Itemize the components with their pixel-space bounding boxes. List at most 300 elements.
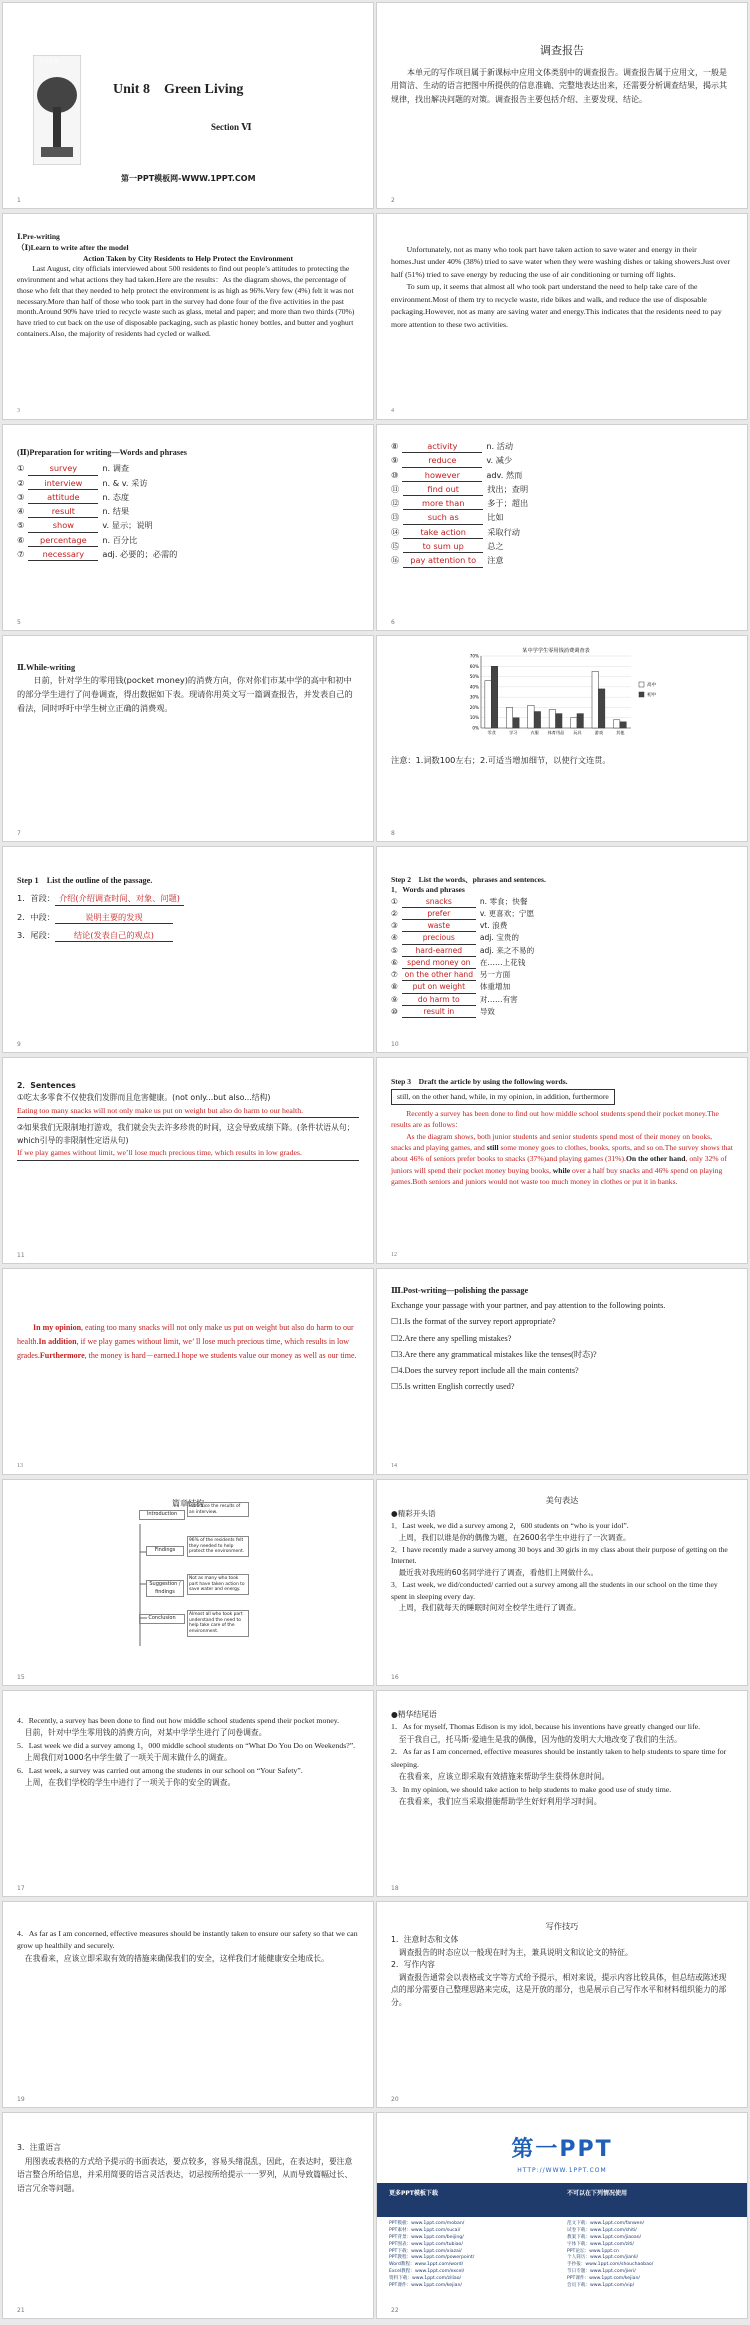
answer-word: snacks: [402, 897, 476, 908]
tip-heading: 3．注重语言: [17, 2143, 61, 2152]
page-number: 2: [391, 197, 395, 204]
x-tick-label: 零食: [487, 730, 496, 735]
item-number: ⑬: [391, 512, 400, 523]
sentence-cn: 目前，针对中学生零用钱的消费方向，对某中学学生进行了问卷调查。: [24, 1728, 267, 1738]
item-number: ②: [17, 477, 25, 488]
footer-link[interactable]: 手抄报：www.1ppt.com/shouchaobao/: [567, 2262, 654, 2268]
word-item: [17, 462, 359, 475]
sentence-prompt-2: ②如果我们无限制地打游戏，我们就会失去许多珍贵的时间，这会导致成绩下降。(条件状语从句；which引导的非限制性定语从句): [17, 1123, 355, 1145]
outline-item: [17, 929, 359, 942]
slide-12[interactable]: [376, 1057, 748, 1264]
y-tick-label: 50%: [469, 674, 479, 680]
word-item: [391, 526, 733, 539]
footer-link[interactable]: 教案下载：www.1ppt.com/jiaoan/: [567, 2234, 642, 2240]
item-meaning: 注意: [487, 555, 504, 566]
answer-word: do harm to: [402, 995, 476, 1006]
slide-2[interactable]: [376, 2, 748, 209]
page-number: 1: [17, 197, 21, 204]
item-meaning: 体重增加: [479, 982, 511, 992]
y-tick-label: 60%: [469, 663, 479, 669]
word-item: [391, 540, 733, 553]
sentence-en: 2．I have recently made a survey among 30 boys and 30 girls in my class about their purpose of getting on the Internet.: [391, 1544, 728, 1566]
item-meaning: adj. 必要的；必需的: [102, 549, 178, 560]
bar-junior: [556, 714, 562, 728]
page-number: 17: [17, 1885, 25, 1892]
page-number: 12: [391, 1252, 397, 1258]
item-meaning: vt. 浪费: [479, 921, 508, 930]
footer-link[interactable]: PPT课件：www.1ppt.com/kejian/: [567, 2276, 640, 2282]
legend-label: 高中: [647, 683, 657, 688]
footer-link[interactable]: 试卷下载：www.1ppt.com/shiti/: [567, 2227, 637, 2233]
word-item: [391, 982, 733, 993]
item-meaning: n. 调查: [102, 463, 130, 474]
outline-answer: 介绍(介绍调查时间、对象、问题): [55, 892, 184, 905]
outline-label: 3．尾段：: [17, 929, 55, 940]
word-item: [391, 946, 733, 957]
slide-10[interactable]: [376, 846, 748, 1053]
slide-21[interactable]: [2, 2112, 374, 2319]
banner-left-heading: 更多PPT模板下载: [389, 2190, 438, 2197]
item-meaning: 找出；查明: [487, 483, 529, 494]
sentence-en: 3．In my opinion, we should take action to help students to make good use of study time.: [391, 1784, 672, 1794]
item-number: ⑥: [391, 957, 398, 967]
footer-link[interactable]: PPT模板：www.1ppt.com/moban/: [389, 2221, 465, 2226]
step-heading: Step 1 List the outline of the passage.: [17, 876, 153, 885]
item-meaning: 导致: [479, 1006, 495, 1016]
answer-word: result: [28, 505, 98, 518]
checkbox-icon[interactable]: ☐: [391, 1348, 399, 1359]
footer-link[interactable]: 范文下载：www.1ppt.com/fanwen/: [567, 2221, 645, 2226]
answer-word: put on weight: [402, 982, 476, 993]
slide-title: Unit 8 Green Living: [113, 82, 244, 97]
footer-link[interactable]: PPT教程：www.1ppt.com/powerpoint/: [389, 2255, 475, 2261]
footer-link[interactable]: 节日专题：www.1ppt.com/jieri/: [567, 2269, 636, 2275]
item-number: ⑧: [391, 441, 399, 451]
answer-word: interview: [28, 477, 98, 490]
page-number: 19: [17, 2096, 25, 2103]
x-tick-label: 玩具: [573, 730, 582, 735]
word-item: [391, 554, 733, 567]
x-tick-label: 其他: [616, 730, 625, 735]
sentence-cn: 在我看来，应该立即采取有效措施来帮助学生获得休息时间。: [398, 1772, 610, 1782]
tips-list: [391, 1934, 733, 2009]
brand-logo: 第一PPT: [511, 2137, 613, 2162]
tip-text: 调查报告的时态应以一般现在时为主，兼具说明文和议论文的特征。: [398, 1947, 633, 1957]
slide-5[interactable]: [2, 424, 374, 631]
site-link[interactable]: 第一PPT模板网-WWW.1PPT.COM: [121, 174, 256, 183]
outline-list: [17, 892, 359, 942]
item-number: ⑭: [391, 526, 400, 537]
section-label: Section Ⅵ: [211, 122, 252, 132]
item-number: ④: [391, 933, 398, 943]
slide-22[interactable]: [376, 2112, 748, 2319]
answer-word: find out: [403, 483, 483, 496]
footer-link[interactable]: 资料下载：www.1ppt.com/ziliao/: [389, 2276, 462, 2282]
page-number: 8: [391, 830, 395, 837]
slide-11[interactable]: [2, 1057, 374, 1264]
answer-word: pay attention to: [403, 554, 483, 567]
structure-node-suggestion: Suggestion / findings: [146, 1580, 184, 1597]
word-item: [391, 483, 733, 496]
page-number: 18: [391, 1885, 399, 1892]
structure-note-4: Almost all who took part understand the need to help take care of the environment.: [187, 1610, 249, 1637]
item-meaning: 采取行动: [487, 526, 520, 537]
answer-word: such as: [403, 511, 483, 524]
bar-junior: [620, 722, 626, 728]
footer-link[interactable]: 会员下载：www.1ppt.com/vip/: [567, 2283, 635, 2289]
answer-word: reduce: [402, 454, 482, 467]
slide-title: 写作技巧: [545, 1921, 579, 1931]
page-number: 16: [391, 1674, 399, 1681]
word-item: [391, 497, 733, 510]
item-number: ⑤: [17, 520, 25, 531]
slide-8[interactable]: [376, 635, 748, 842]
answer-word: take action: [403, 526, 483, 539]
page-number: 3: [17, 408, 20, 414]
sentence-prompt-1: ①吃太多零食不仅使我们发胖而且危害健康。(not only...but also...结构): [17, 1093, 271, 1103]
item-number: ⑧: [391, 982, 398, 992]
slide-19[interactable]: [2, 1901, 374, 2108]
item-number: ⑥: [17, 534, 25, 545]
item-number: ①: [17, 463, 25, 474]
page-number: 5: [17, 619, 21, 626]
y-tick-label: 30%: [469, 694, 479, 700]
item-number: ⑤: [391, 945, 398, 955]
word-list: [391, 440, 733, 568]
outline-answer: 结论(发表自己的观点): [55, 929, 173, 942]
link-list-right: [567, 2221, 653, 2290]
word-item: [391, 909, 733, 920]
bar-junior: [491, 666, 497, 728]
item-number: ⑫: [391, 498, 400, 509]
item-number: ⑨: [391, 455, 399, 466]
answer-word: result in: [402, 1007, 476, 1018]
checklist: [391, 1314, 733, 1394]
item-meaning: n. 态度: [102, 491, 130, 502]
word-item: [391, 970, 733, 981]
bar-senior: [485, 681, 491, 728]
page-number: 13: [17, 1463, 23, 1469]
item-number: ③: [391, 921, 398, 930]
footer-link[interactable]: PPT图表：www.1ppt.com/tubiao/: [389, 2241, 463, 2247]
slide-title: 美句表达: [545, 1495, 579, 1505]
footer-link[interactable]: PPT素材：www.1ppt.com/sucai/: [389, 2227, 461, 2233]
item-number: ⑪: [391, 483, 400, 494]
sentence-cn: 上周我们对1000名中学生做了一项关于周末做什么的调查。: [24, 1753, 232, 1763]
checkbox-icon[interactable]: ☐: [391, 1381, 399, 1392]
word-item: [17, 534, 359, 547]
tip-heading: 1．注意时态和文体: [391, 1935, 459, 1945]
item-meaning: adj. 宝贵的: [479, 933, 520, 943]
footer-link[interactable]: PPT下载：www.1ppt.com/xiazai/: [389, 2248, 462, 2254]
item-meaning: 在……上花钱: [479, 957, 526, 967]
item-number: ⑯: [391, 555, 400, 566]
bar-senior: [571, 718, 577, 728]
instruction-text: Exchange your passage with your partner, and pay attention to the following points.: [391, 1301, 666, 1311]
checklist-item[interactable]: [391, 1363, 733, 1378]
structure-note-1: Introduce the results of an interview.: [187, 1502, 249, 1517]
item-meaning: v. 显示；说明: [102, 520, 153, 531]
section-heading: Ⅲ.Post-writing—polishing the passage: [391, 1286, 529, 1295]
word-item: [391, 995, 733, 1006]
sentence-en: 5．Last week we did a survey among 1，000 middle school students on “What Do You Do on Weekends?”.: [17, 1740, 356, 1750]
checkbox-icon[interactable]: ☐: [391, 1316, 399, 1327]
section-heading: (Ⅱ)Preparation for writing—Words and phrases: [17, 448, 187, 457]
word-item: [391, 933, 733, 944]
bar-junior: [534, 712, 540, 728]
bar-senior: [592, 671, 598, 728]
word-item: [391, 511, 733, 524]
footer-link[interactable]: Word教程：www.1ppt.com/word/: [389, 2262, 464, 2268]
step-heading: Step 2 List the words、phrases and sentences.: [391, 875, 546, 884]
answer-word: necessary: [28, 548, 98, 561]
sentence-en: 2．As far as I am concerned, effective measures should be instantly taken to help students to spare time for sleeping.: [391, 1747, 727, 1769]
item-meaning: 总之: [487, 541, 504, 552]
slide-title: 调查报告: [540, 44, 584, 57]
link-list-left: [389, 2221, 474, 2290]
footer-link[interactable]: Excel教程：www.1ppt.com/excel/: [389, 2269, 465, 2275]
intro-text: 本单元的写作项目属于新课标中应用文体类别中的调查报告。调查报告属于应用文，一般是用简洁、生动的语言把图中所提供的信息准确、完整地表达出来，还需要分析调查结果，揭示其规律，找出解决问题的对策。调查报告主要包括介绍、主要发现、结论。: [391, 67, 727, 104]
x-tick-label: 体育用品: [547, 730, 565, 735]
legend-swatch: [639, 692, 644, 697]
bar-junior: [577, 714, 583, 728]
slide-3[interactable]: [2, 213, 374, 420]
word-item: [17, 491, 359, 504]
sentence-cn: 最近我对我班的60名同学进行了调查，看他们上网做什么。: [398, 1568, 599, 1578]
page-number: 11: [17, 1252, 25, 1259]
item-number: ⑦: [17, 549, 25, 560]
item-meaning: adj. 来之不易的: [479, 945, 535, 955]
x-tick-label: 游戏: [594, 730, 604, 735]
answer-word: attitude: [28, 491, 98, 504]
footer-link[interactable]: 个人简历：www.1ppt.com/jianli/: [567, 2255, 639, 2261]
x-tick-label: 衣服: [530, 730, 539, 735]
footer-link[interactable]: PPT论坛：www.1ppt.cn: [567, 2248, 619, 2254]
slide-18[interactable]: [376, 1690, 748, 1897]
page-number: 6: [391, 619, 395, 626]
answer-word: to sum up: [403, 540, 483, 553]
structure-connector: [133, 1520, 147, 1650]
slide-14[interactable]: [376, 1268, 748, 1475]
slide-17[interactable]: [2, 1690, 374, 1897]
bar-junior: [513, 718, 519, 728]
word-item: [391, 454, 733, 467]
item-meaning: 另一方面: [479, 970, 511, 979]
outline-item: [17, 911, 359, 924]
checklist-item[interactable]: [391, 1347, 733, 1362]
sentence-list: [391, 1721, 733, 1808]
slide-1[interactable]: [2, 2, 374, 209]
model-text-p1: Unfortunately, not as many who took part have taken action to save water and energy in their homes.Just under 40% (38%) tried to save water when they were washing dishes or taking showers.Just over half (51%) tried to save energy by reducing the use of air conditioning or turning off lights.: [391, 245, 731, 279]
word-item: [17, 477, 359, 490]
word-item: [391, 440, 733, 453]
footer-link[interactable]: PPT课件：www.1ppt.com/kejian/: [389, 2283, 462, 2289]
banner-right-heading: 不可以在下列情况使用: [567, 2190, 628, 2197]
word-item: [391, 958, 733, 969]
sentence-cn: 上周，我们就每天的睡眠时间对全校学生进行了调查。: [398, 1603, 581, 1613]
footer-link[interactable]: 字体下载：www.1ppt.com/ziti/: [567, 2241, 634, 2247]
y-tick-label: 10%: [469, 715, 479, 721]
model-text-p2: To sum up, it seems that almost all who took part understand the need to help take care of the environment.Most of them try to recycle waste, ride bikes and walk, and reduce the use of disposable packaging.However, not as many are saving water and energy.This indicates that the residents need to pay more attention to these two activities.: [391, 282, 722, 329]
page-number: 14: [391, 1463, 397, 1469]
x-tick-label: 学习: [508, 730, 518, 735]
answer-word: hard-earned: [402, 946, 476, 957]
note-text: 注意：1.词数100左右；2.可适当增加细节，以使行文连贯。: [391, 755, 611, 765]
slide-20[interactable]: [376, 1901, 748, 2108]
y-tick-label: 70%: [469, 653, 479, 659]
footer-link[interactable]: PPT背景：www.1ppt.com/beijing/: [389, 2234, 464, 2240]
outline-label: 1．首段：: [17, 893, 55, 904]
answer-word: waste: [402, 921, 476, 932]
item-meaning: n. 结果: [102, 506, 130, 517]
outline-answer: 说明主要的发现: [55, 911, 173, 924]
checklist-text: 2.Are there any spelling mistakes?: [398, 1333, 512, 1343]
slide-13[interactable]: [2, 1268, 374, 1475]
sentence-list: [17, 1715, 359, 1790]
sentence-en: 6．Last week, a survey was carried out among the students in our school on “Your Safety”.: [17, 1765, 303, 1775]
checklist-item[interactable]: [391, 1379, 733, 1394]
step-heading: Step 3 Draft the article by using the following words.: [391, 1077, 568, 1086]
y-tick-label: 20%: [469, 704, 479, 710]
bar-senior: [613, 720, 619, 728]
checklist-text: 4.Does the survey report include all the main contents?: [398, 1365, 579, 1375]
word-item: [17, 505, 359, 518]
answer-word: percentage: [28, 534, 98, 547]
slide-6[interactable]: [376, 424, 748, 631]
word-item: [391, 897, 733, 908]
item-meaning: 多于；超出: [487, 498, 529, 509]
item-number: ⑩: [391, 1006, 398, 1016]
draft-p1: Recently a survey has been done to find out how middle school students spend their pocket money.The results are as follows：: [391, 1108, 719, 1130]
slide-7[interactable]: [2, 635, 374, 842]
sentence-answer-2: If we play games without limit, we’ll lose much precious time, which results in low grades.: [17, 1147, 359, 1160]
item-number: ⑨: [391, 994, 398, 1004]
brand-banner: [377, 2183, 748, 2217]
y-tick-label: 40%: [469, 684, 479, 690]
sentence-answer-1: Eating too many snacks will not only make us put on weight but also do harm to our health.: [17, 1105, 359, 1118]
section-heading: Ⅰ.Pre-writing: [17, 232, 60, 241]
answer-word: show: [28, 519, 98, 532]
sentence-cn: 在我看来，应该立即采取有效的措施来确保我们的安全，这样我们才能健康安全地成长。: [24, 1953, 329, 1963]
word-item: [17, 548, 359, 561]
word-box: still, on the other hand, while, in my opinion, in addition, furthermore: [391, 1089, 615, 1104]
word-item: [391, 1007, 733, 1018]
model-text: Last August, city officials interviewed about 500 residents to find out people’s attitudes to protecting the environment and what actions they had taken.Here are the results：As the diagram shows, the percentage of those who felt that they needed to help protect the environment is as high as 96%.Very few (4%) felt it was not necessary.More than half of those who took part in the survey had done four of the five activities in the past month.Around 90% have tried to recycle waste such as glass, metal and paper; and more than two thirds (70%) have tried to cut back on the use of disposable packaging, such as plastic honey bottles, and butter and yoghurt containers.Also, the majority of residents had cycled or walked.: [17, 264, 355, 339]
slide-4[interactable]: [376, 213, 748, 420]
item-number: ④: [17, 506, 25, 517]
structure-node-findings: Findings: [146, 1546, 184, 1556]
slide-9[interactable]: [2, 846, 374, 1053]
checklist-text: 5.Is written English correctly used?: [398, 1382, 515, 1392]
slide-16[interactable]: [376, 1479, 748, 1686]
sentence-cn: 上周，我们以谁是你的偶像为题，在2600名学生中进行了一次调查。: [398, 1532, 631, 1542]
answer-word: prefer: [402, 909, 476, 920]
tree-cover-image: [33, 55, 81, 165]
slide-15[interactable]: [2, 1479, 374, 1686]
word-list: [391, 897, 733, 1019]
sentence-cn: 至于我自己，托马斯·爱迪生是我的偶像，因为他的发明大大地改变了我们的生活。: [398, 1734, 682, 1744]
task-text: 日前，针对学生的零用钱(pocket money)的消费方向，你对你们市某中学的高中和初中的部分学生进行了问卷调查，得出数据如下表。现请你用英文写一篇调查报告，并发表自己的看法，同时呼吁中学生树立正确的消费观。: [17, 675, 353, 714]
item-meaning: 对……有害: [479, 994, 518, 1004]
answer-word: on the other hand: [402, 970, 476, 981]
bar-senior: [549, 709, 555, 728]
sentence-en: 3．Last week, we did/conducted/ carried out a survey among all the students in our school on the time they spent in sleeping every day.: [391, 1579, 718, 1601]
checkbox-icon[interactable]: ☐: [391, 1332, 399, 1343]
brand-url[interactable]: HTTP://WWW.1PPT.COM: [517, 2167, 607, 2174]
answer-word: survey: [28, 462, 98, 475]
answer-word: however: [402, 469, 482, 482]
page-number: 20: [391, 2096, 399, 2103]
item-meaning: 比如: [487, 512, 504, 523]
draft-conclusion: In my opinion, eating too many snacks will not only make us put on weight but also do harm to our health.In addition, if we play games without limit, we’ ll lose much precious time, which results in low grades.Furthermore, the money is hard－earned.I hope we students value our money as well as our time.: [17, 1323, 357, 1360]
answer-word: spend money on: [402, 958, 476, 969]
book-logo-text: 人与自然: [39, 59, 60, 65]
sentence-en: 1．As for myself, Thomas Edison is my idol, because his inventions have greatly changed our life.: [391, 1722, 701, 1732]
word-item: [391, 469, 733, 482]
structure-node-conclusion: Conclusion: [139, 1614, 185, 1624]
item-meaning: n. 百分比: [102, 534, 138, 545]
draft-p2: As the diagram shows, both junior students and senior students spend most of their money on books, snacks and playing games, and still some money goes to clothes, books, sports, and so on.The survey shows that about 46% of seniors prefer books to snacks (37%)and playing games (31%).On the other hand, only 32% of juniors will spend their pocket money buying books, while over a half buy snacks and 46% spend on playing games.Both seniors and juniors would not waste too much money in clothes or put it in banks.: [391, 1131, 733, 1187]
page-number: 9: [17, 1041, 21, 1048]
word-item: [17, 519, 359, 532]
page-number: 10: [391, 1041, 399, 1048]
structure-note-2: 96% of the residents felt they needed to help protect the environment.: [187, 1536, 249, 1557]
item-meaning: v. 减少: [486, 455, 513, 466]
bar-senior: [506, 707, 512, 728]
item-number: ②: [391, 908, 398, 918]
item-meaning: n. 零食；快餐: [479, 896, 528, 906]
section-heading: 2．Sentences: [17, 1081, 76, 1090]
model-title: Action Taken by City Residents to Help Protect the Environment: [82, 253, 294, 263]
chart-title: 某中学学生零用钱消费调查表: [522, 648, 590, 654]
checkbox-icon[interactable]: ☐: [391, 1364, 399, 1375]
answer-word: activity: [402, 440, 482, 453]
checklist-item[interactable]: [391, 1331, 733, 1346]
word-list: [17, 462, 359, 561]
answer-word: precious: [402, 933, 476, 944]
sentence-list: [391, 1520, 733, 1614]
checklist-item[interactable]: [391, 1314, 733, 1329]
outline-item: [17, 892, 359, 905]
sentence-en: 4．Recently, a survey has been done to find out how middle school students spend their pocket money.: [17, 1716, 340, 1725]
structure-node-intro: Introduction: [139, 1510, 185, 1520]
page-number: 21: [17, 2307, 25, 2314]
y-tick-label: 0%: [472, 725, 479, 731]
outline-label: 2．中段：: [17, 911, 55, 922]
checklist-text: 3.Are there any grammatical mistakes like the tenses(时态)?: [398, 1349, 597, 1359]
sentence-cn: 在我看来，我们应当采取措施帮助学生好好利用学习时间。: [398, 1797, 602, 1807]
sentence-en: 1．Last week, we did a survey among 2，600 students on “who is your idol”.: [391, 1521, 629, 1531]
slide-title: 篇章结构: [172, 1499, 204, 1508]
item-number: ⑮: [391, 541, 400, 552]
item-number: ⑦: [391, 970, 398, 979]
subheading: 1．Words and phrases: [391, 885, 465, 895]
checklist-text: 1.Is the format of the survey report appropriate?: [398, 1317, 556, 1327]
legend-label: 初中: [647, 693, 657, 698]
sentence-en: 4．As far as I am concerned, effective measures should be instantly taken to ensure our safety so that we can grow up healthily and securely.: [17, 1929, 358, 1951]
legend-swatch: [639, 682, 644, 687]
tip-text: 调查报告通常会以表格或文字等方式给予提示，相对来说，提示内容比较具体，但总结或陈述现点的部分需要自己整理思路来完成，这是开放的部分，也是展示自己写作水平和材料组织能力的部分。: [391, 1972, 727, 2007]
section-heading: ●精华结尾语: [391, 1710, 437, 1719]
item-meaning: n. 活动: [486, 441, 514, 451]
page-number: 7: [17, 830, 21, 837]
sentence-cn: 上周，在我们学校的学生中进行了一项关于你的安全的调查。: [24, 1778, 236, 1788]
tip-heading: 2．写作内容: [391, 1960, 435, 1970]
item-meaning: v. 更喜欢；宁愿: [479, 908, 535, 918]
structure-note-3: Not as many who took part have taken action to save water and energy.: [187, 1574, 249, 1595]
page-number: 22: [391, 2307, 399, 2314]
item-meaning: n. & v. 采访: [102, 477, 148, 488]
